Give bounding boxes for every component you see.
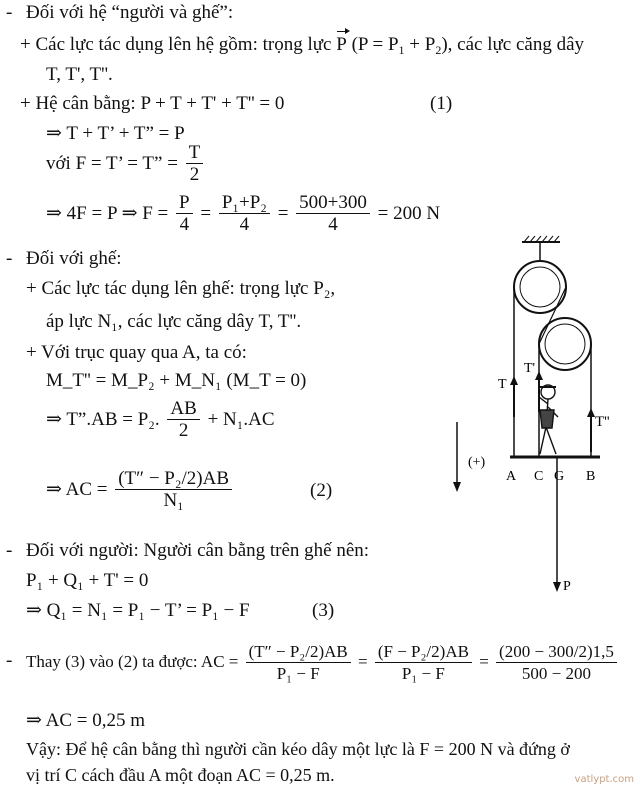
bullet-dash: -	[6, 2, 13, 23]
normal-force-line: ⇒ Q₁ = N₁ = P₁ − T’ = P₁ − F	[26, 600, 250, 621]
text: (P = P	[351, 34, 399, 55]
point-G: G	[554, 469, 565, 484]
rope-middle	[539, 287, 566, 344]
fraction-substitution-2: $\frac{\text{(F − P₂/2)AB}}{\text{P₁ − F}}$	[375, 642, 472, 685]
text: Thay (3) vào (2) ta được: AC =	[26, 652, 239, 671]
AC-result-line: ⇒ AC = 0,25 m	[26, 710, 146, 731]
text: ⇒ AC =	[46, 479, 108, 500]
text: + N₁.AC	[207, 409, 275, 430]
text: ⇒ 4F = P ⇒ F =	[46, 203, 169, 224]
vector-equation: P + T + T' + T'' = 0	[140, 93, 285, 114]
tension-equality-line	[46, 142, 206, 186]
tension-list: T, T', T''.	[46, 64, 113, 85]
person	[539, 385, 558, 454]
fixed-pulley	[514, 261, 566, 313]
equation-number-1: (1)	[430, 93, 453, 114]
point-B: B	[586, 469, 596, 484]
watermark: vatlypt.com	[574, 774, 634, 785]
bullet-dash: -	[6, 650, 13, 671]
AC-formula-line	[46, 460, 235, 520]
fraction-800-over-4: $\frac{500+300}{4}$	[296, 193, 370, 236]
bullet-dash: -	[6, 248, 13, 269]
person-equilibrium-eq: P₁ + Q₁ + T' = 0	[26, 570, 149, 591]
text: + Hệ cân bằng:	[20, 93, 136, 114]
equation-number-3: (3)	[312, 600, 335, 621]
conclusion-line-2: vị trí C cách đầu A một đoạn AC = 0,25 m.	[26, 765, 335, 785]
fraction-substitution-1: $\frac{\text{(T″ − P₂/2)AB}}{\text{P₁ − F}}$	[246, 642, 351, 685]
section-heading-chair: Đối với ghế:	[26, 248, 122, 269]
label-T2: T''	[595, 414, 610, 430]
vector-P: P	[336, 34, 347, 55]
movable-pulley	[539, 318, 591, 370]
force-calc-line: ⇒ 4F = P ⇒ F = $\frac{P}{4}$ = $\frac{\text{P₁+P₂}}{4}$ = $\frac{500+300}{4}$ = 200 N	[46, 192, 441, 236]
tension-sum-line: ⇒ T + T’ + T” = P	[46, 123, 185, 144]
text: với F = T’ = T” =	[46, 153, 178, 174]
section-heading-person: Đối với người: Người cân bằng trên ghế nên:	[26, 540, 370, 561]
fraction-P-over-4: $\frac{P}{4}$	[176, 193, 193, 236]
chair-pressure-line: áp lực N₁, các lực căng dây T, T''.	[46, 311, 302, 332]
fraction-T-over-2: $\frac{T}{2}$	[186, 143, 204, 186]
label-positive: (+)	[468, 455, 486, 470]
fraction-substitution-3: $\frac{(200 - 300/2)1,5}{500 - 200}$	[496, 642, 617, 685]
moment-expanded-line	[46, 398, 275, 442]
label-T: T	[498, 377, 507, 392]
equation-number-2: (2)	[310, 480, 333, 501]
label-T1: T'	[524, 361, 536, 376]
substitution-line: Thay (3) vào (2) ta được: AC = $\frac{\text{(T″ − P₂/2)AB}}{\text{P₁ − F}}$ = $\frac{\text{(F − P₂/2)AB}}{\text{P₁ − F}}$ = $\frac{(200 - 300/2)1,5}{500 - 200}$	[26, 640, 620, 685]
bullet-dash: -	[6, 540, 13, 561]
fraction-AB-over-2: $\frac{AB}{2}$	[167, 399, 199, 442]
moment-equation: M_T'' = M_P₂ + M_N₁ (M_T = 0)	[46, 370, 307, 391]
point-C: C	[534, 469, 544, 484]
text: ⇒ T”.AB = P₂.	[46, 409, 160, 430]
pulley-figure	[440, 232, 640, 604]
label-P: P	[563, 579, 571, 594]
text: ), các lực căng dây	[441, 34, 585, 55]
equilibrium-eq-1	[20, 93, 284, 115]
forces-on-chair-line: + Các lực tác dụng lên ghế: trọng lực P₂,	[26, 278, 336, 299]
conclusion-line-1: Vậy: Để hệ cân bằng thì người cần kéo dây một lực là F = 200 N và đứng ở	[26, 739, 570, 759]
text: + P	[409, 34, 436, 55]
forces-on-system-line: + Các lực tác dụng lên hệ gồm: trọng lực P $(P = P_1 + P_2)$, các lực căng dây	[20, 34, 585, 57]
point-A: A	[506, 469, 517, 484]
text: = 200 N	[377, 203, 441, 224]
text: + Các lực tác dụng lên hệ gồm: trọng lực	[20, 34, 332, 55]
section-heading-system: Đối với hệ “người và ghế”:	[26, 2, 234, 23]
fraction-AC: $\frac{\text{(T″ − P₂/2)AB}}{\text{N₁}}$	[115, 469, 232, 512]
fraction-P1P2-over-4: $\frac{\text{P₁+P₂}}{4}$	[219, 193, 270, 236]
axis-line: + Với trục quay qua A, ta có:	[26, 342, 247, 363]
